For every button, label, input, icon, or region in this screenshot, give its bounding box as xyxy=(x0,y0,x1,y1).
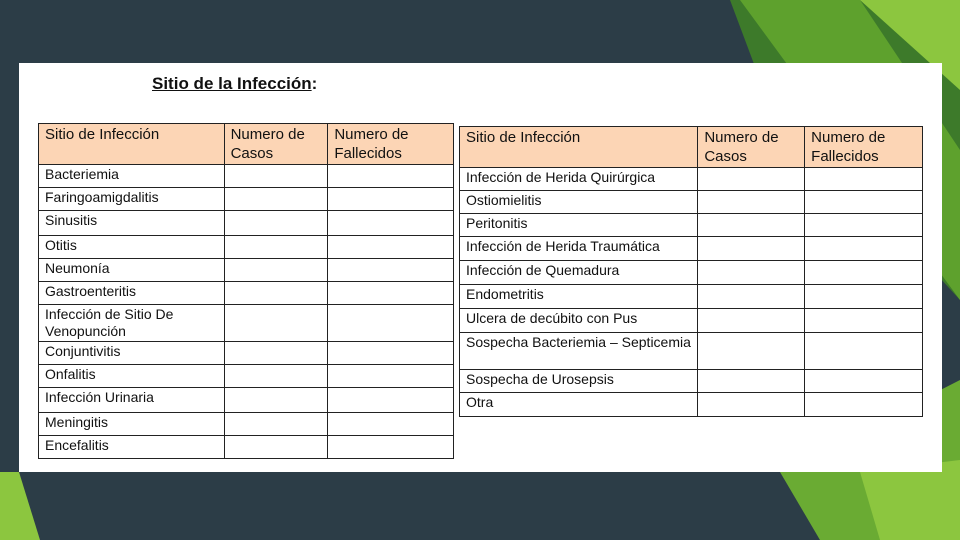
table-row xyxy=(460,214,923,237)
cell-fallecidos[interactable] xyxy=(328,388,454,413)
table-row xyxy=(460,370,923,393)
cell-fallecidos[interactable] xyxy=(328,211,454,236)
cell-sitio: Otra xyxy=(460,393,698,417)
bg-shape-left xyxy=(0,472,40,540)
cell-fallecidos[interactable] xyxy=(328,236,454,259)
cell-fallecidos[interactable] xyxy=(328,165,454,188)
cell-casos[interactable] xyxy=(698,168,805,191)
cell-sitio: Ulcera de decúbito con Pus xyxy=(460,309,698,333)
cell-casos[interactable] xyxy=(698,393,805,417)
table-row xyxy=(39,188,454,211)
cell-sitio: Infección de Herida Traumática xyxy=(460,237,698,261)
cell-sitio: Ostiomielitis xyxy=(460,191,698,214)
table-row xyxy=(460,285,923,309)
header-sitio: Sitio de Infección xyxy=(460,127,698,168)
table-row xyxy=(460,333,923,370)
header-fallecidos: Numero de Fallecidos xyxy=(805,127,923,168)
cell-casos[interactable] xyxy=(698,285,805,309)
cell-casos[interactable] xyxy=(224,211,328,236)
cell-fallecidos[interactable] xyxy=(328,365,454,388)
table-row xyxy=(39,436,454,459)
header-casos: Numero de Casos xyxy=(224,124,328,165)
cell-casos[interactable] xyxy=(698,309,805,333)
cell-sitio: Onfalitis xyxy=(39,365,225,388)
cell-sitio: Sinusitis xyxy=(39,211,225,236)
table-row xyxy=(39,413,454,436)
cell-sitio: Peritonitis xyxy=(460,214,698,237)
cell-casos[interactable] xyxy=(224,188,328,211)
table-row xyxy=(460,191,923,214)
cell-fallecidos[interactable] xyxy=(328,342,454,365)
cell-fallecidos[interactable] xyxy=(328,413,454,436)
cell-sitio: Meningitis xyxy=(39,413,225,436)
cell-casos[interactable] xyxy=(224,365,328,388)
cell-sitio: Otitis xyxy=(39,236,225,259)
header-sitio: Sitio de Infección xyxy=(39,124,225,165)
cell-sitio: Neumonía xyxy=(39,259,225,282)
cell-sitio: Bacteriemia xyxy=(39,165,225,188)
table-row xyxy=(39,282,454,305)
cell-casos[interactable] xyxy=(224,236,328,259)
cell-fallecidos[interactable] xyxy=(328,282,454,305)
cell-casos[interactable] xyxy=(698,237,805,261)
cell-casos[interactable] xyxy=(698,333,805,370)
cell-sitio: Faringoamigdalitis xyxy=(39,188,225,211)
table-row xyxy=(39,388,454,413)
cell-casos[interactable] xyxy=(224,259,328,282)
cell-sitio: Infección Urinaria xyxy=(39,388,225,413)
cell-fallecidos[interactable] xyxy=(805,168,923,191)
title-colon: : xyxy=(311,74,318,93)
table-header-row xyxy=(460,127,923,168)
table-row xyxy=(460,168,923,191)
table-row xyxy=(460,237,923,261)
cell-fallecidos[interactable] xyxy=(328,259,454,282)
cell-casos[interactable] xyxy=(698,191,805,214)
cell-casos[interactable] xyxy=(224,342,328,365)
cell-fallecidos[interactable] xyxy=(805,237,923,261)
header-casos: Numero de Casos xyxy=(698,127,805,168)
cell-sitio: Sospecha de Urosepsis xyxy=(460,370,698,393)
left-infection-table xyxy=(38,123,454,459)
cell-sitio: Infección de Quemadura xyxy=(460,261,698,285)
cell-casos[interactable] xyxy=(224,305,328,342)
cell-sitio: Sospecha Bacteriemia – Septicemia xyxy=(460,333,698,370)
cell-casos[interactable] xyxy=(224,388,328,413)
cell-sitio: Conjuntivitis xyxy=(39,342,225,365)
cell-casos[interactable] xyxy=(698,214,805,237)
right-infection-table xyxy=(459,126,923,417)
table-row xyxy=(39,236,454,259)
title-text: Sitio de la Infección xyxy=(152,74,312,93)
table-row xyxy=(460,309,923,333)
table-row xyxy=(39,211,454,236)
cell-casos[interactable] xyxy=(224,165,328,188)
cell-sitio: Infección de Herida Quirúrgica xyxy=(460,168,698,191)
table-row xyxy=(460,261,923,285)
table-row xyxy=(39,342,454,365)
cell-fallecidos[interactable] xyxy=(805,261,923,285)
table-row xyxy=(39,165,454,188)
cell-fallecidos[interactable] xyxy=(805,285,923,309)
cell-sitio: Encefalitis xyxy=(39,436,225,459)
cell-fallecidos[interactable] xyxy=(328,436,454,459)
cell-fallecidos[interactable] xyxy=(328,305,454,342)
cell-casos[interactable] xyxy=(224,282,328,305)
page-title xyxy=(152,74,317,94)
header-fallecidos: Numero de Fallecidos xyxy=(328,124,454,165)
table-header-row xyxy=(39,124,454,165)
cell-sitio: Infección de Sitio De Venopunción xyxy=(39,305,225,342)
cell-fallecidos[interactable] xyxy=(805,214,923,237)
cell-fallecidos[interactable] xyxy=(805,191,923,214)
cell-sitio: Endometritis xyxy=(460,285,698,309)
cell-casos[interactable] xyxy=(698,261,805,285)
cell-casos[interactable] xyxy=(224,413,328,436)
cell-sitio: Gastroenteritis xyxy=(39,282,225,305)
cell-fallecidos[interactable] xyxy=(805,393,923,417)
cell-fallecidos[interactable] xyxy=(805,309,923,333)
table-row xyxy=(460,393,923,417)
cell-fallecidos[interactable] xyxy=(805,333,923,370)
cell-fallecidos[interactable] xyxy=(805,370,923,393)
cell-casos[interactable] xyxy=(698,370,805,393)
cell-casos[interactable] xyxy=(224,436,328,459)
table-row xyxy=(39,305,454,342)
table-row xyxy=(39,259,454,282)
table-row xyxy=(39,365,454,388)
cell-fallecidos[interactable] xyxy=(328,188,454,211)
